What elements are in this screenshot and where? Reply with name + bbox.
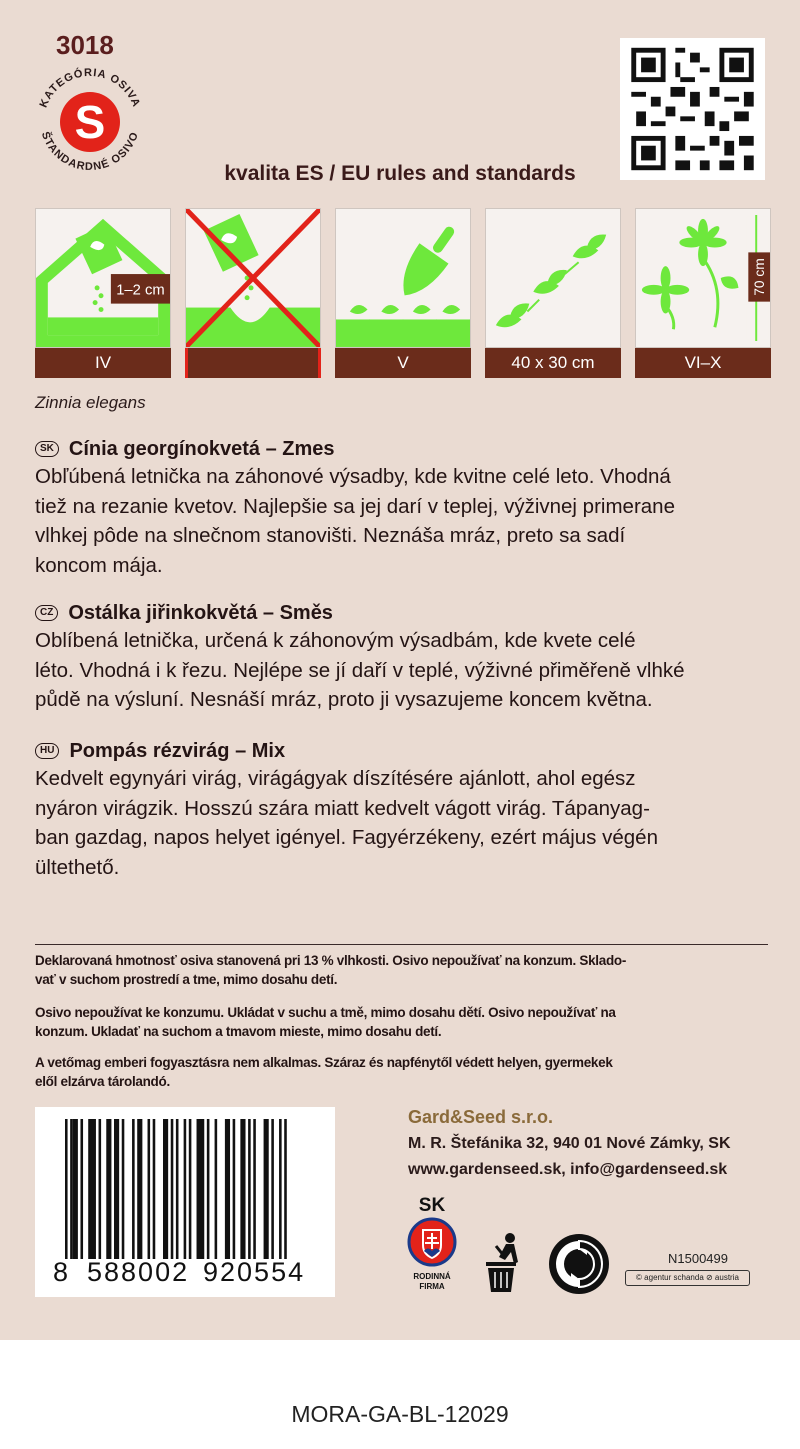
barcode-bar — [189, 1119, 192, 1259]
barcode-bar — [171, 1119, 174, 1259]
barcode-bar — [197, 1119, 205, 1259]
text-line: léto. Vhodná i k řezu. Nejlépe se jí daří v teplé, výživné přiměřeně vlhké — [35, 658, 685, 682]
qr-code[interactable] — [620, 38, 765, 180]
section-title: Ostálka jiřinkokvětá – Směs — [68, 602, 333, 624]
divider — [35, 944, 768, 945]
section-hu — [35, 738, 770, 882]
warning-line: Deklarovaná hmotnosť osiva stanovená pri 13 % vlhkosti. Osivo nepoužívať na konzum. Sklado- — [35, 953, 627, 968]
lang-badge: CZ — [35, 605, 58, 621]
plant-spacing-icon — [485, 208, 621, 348]
barcode-bar — [215, 1119, 218, 1259]
barcode-bar — [153, 1119, 156, 1259]
section-cz — [35, 600, 770, 715]
warning-sk — [35, 951, 770, 989]
family-line1: RODINNÁ — [413, 1272, 451, 1281]
icon-month-label: IV — [35, 348, 171, 378]
barcode-bar — [163, 1119, 168, 1259]
sk-label: SK — [418, 1195, 446, 1216]
green-dot-icon — [548, 1233, 610, 1295]
direct-sowing-crossed-icon — [185, 208, 321, 348]
icon-spacing-label: 40 x 30 cm — [485, 348, 621, 378]
barcode-bar — [106, 1119, 111, 1259]
barcode-bar — [132, 1119, 135, 1259]
cultivation-icons — [35, 208, 773, 378]
text-line: ültethető. — [35, 855, 120, 879]
agency-credit: © agentur schanda ⊘ austria — [625, 1270, 750, 1286]
barcode-bar — [65, 1119, 68, 1259]
quality-standard: kvalita ES / EU rules and standards — [224, 162, 576, 185]
icon-direct-sowing — [185, 208, 321, 378]
barcode-bar — [122, 1119, 125, 1259]
icon-sowing-indoors — [35, 208, 171, 378]
icon-flowering — [635, 208, 771, 378]
barcode-first-digit: 8 — [53, 1257, 69, 1287]
product-number: 3018 — [56, 30, 114, 60]
barcode-bars — [65, 1119, 310, 1259]
warning-line: vať v suchom prostredí a tme, mimo dosahu detí. — [35, 972, 338, 987]
barcode-right-digits: 920554 — [203, 1257, 306, 1287]
text-line: Oblíbená letnička, určená k záhonovým výsadbám, kde kvete celé — [35, 629, 636, 652]
text-line: Kedvelt egynyári virág, virágágyak díszítésére ajánlott, ahol egész — [35, 767, 636, 790]
text-line: vlhkej pôde na slnečnom stanovišti. Neznáša mráz, preto sa sadí — [35, 524, 626, 547]
category-ring-bottom: ŠTANDARDNÉ OSIVO — [38, 130, 142, 174]
trowel-icon — [335, 208, 471, 348]
latin-name: Zinnia elegans — [35, 393, 146, 412]
warning-line: konzum. Ukladať na suchom a tmavom mieste, mimo dosahu detí. — [35, 1024, 442, 1039]
barcode-bar — [148, 1119, 151, 1259]
barcode-left-digits: 588002 — [87, 1257, 190, 1287]
category-ring-top: KATEGÓRIA OSIVA — [37, 66, 143, 110]
barcode-bar — [88, 1119, 96, 1259]
icon-spacing — [485, 208, 621, 378]
company-info — [408, 1103, 731, 1183]
barcode-bar — [207, 1119, 210, 1259]
lang-badge: SK — [35, 441, 59, 457]
warning-line: Osivo nepoužívat ke konzumu. Ukládat v suchu a tmě, mimo dosahu dětí. Osivo nepoužívať na — [35, 1005, 616, 1020]
flower-height-icon — [635, 208, 771, 348]
depth-label: 1–2 cm — [116, 282, 165, 299]
family-line2: FIRMA — [419, 1282, 445, 1291]
tidyman-bin-icon — [478, 1232, 530, 1294]
barcode-bar — [240, 1119, 245, 1259]
print-code: MORA-GA-BL-12029 — [291, 1401, 509, 1427]
greenhouse-sowing-icon — [35, 208, 171, 348]
icon-transplanting — [335, 208, 471, 378]
barcode-bar — [279, 1119, 282, 1259]
text-line: koncom mája. — [35, 553, 163, 577]
barcode-bar — [137, 1119, 142, 1259]
barcode-bar — [264, 1119, 269, 1259]
height-label: 70 cm — [752, 258, 768, 296]
barcode-bar — [248, 1119, 251, 1259]
barcode-bar — [233, 1119, 236, 1259]
ean-barcode — [35, 1107, 335, 1297]
barcode-bar — [73, 1119, 78, 1259]
barcode-bar — [225, 1119, 230, 1259]
category-letter: S — [74, 96, 106, 148]
bottom-strip — [0, 1340, 800, 1449]
warning-line: elől elzárva tárolandó. — [35, 1074, 170, 1089]
text-line: tiež na rezanie kvetov. Najlepšie sa jej darí v teplej, výživnej primerane — [35, 494, 675, 518]
barcode-bar — [114, 1119, 119, 1259]
text-line: ban gazdag, napos helyet igényel. Fagyérzékeny, ezért május végén — [35, 826, 658, 849]
barcode-bar — [80, 1119, 83, 1259]
section-title: Cínia georgínokvetá – Zmes — [68, 438, 335, 460]
lang-badge: HU — [35, 743, 59, 759]
barcode-bar — [271, 1119, 274, 1259]
slovak-shield-icon — [407, 1217, 457, 1267]
text-line: Obľúbená letnička na záhonové výsadby, kde kvitne celé leto. Vhodná — [35, 465, 671, 488]
barcode-bar — [176, 1119, 179, 1259]
text-line: půdě na výsluní. Nesnáší mráz, proto ji vysazujeme koncem května. — [35, 688, 653, 711]
n-number: N1500499 — [668, 1251, 728, 1266]
warning-cz-sk — [35, 1003, 770, 1041]
company-name: Gard&Seed s.r.o. — [408, 1107, 554, 1127]
barcode-bar — [284, 1119, 287, 1259]
text-line: nyáron virágzik. Hosszú szára miatt kedvelt vágott virág. Tápanyag- — [35, 796, 650, 820]
barcode-bar — [99, 1119, 102, 1259]
company-address: M. R. Štefánika 32, 940 01 Nové Zámky, SK — [408, 1135, 731, 1152]
icon-month-label — [185, 348, 321, 378]
section-sk — [35, 436, 770, 580]
icon-month-label: VI–X — [635, 348, 771, 378]
company-web[interactable]: www.gardenseed.sk, info@gardenseed.sk — [408, 1161, 728, 1178]
section-title: Pompás rézvirág – Mix — [69, 740, 286, 762]
icon-month-label: V — [335, 348, 471, 378]
warning-line: A vetőmag emberi fogyasztásra nem alkalmas. Száraz és napfénytől védett helyen, gyermekek — [35, 1055, 613, 1070]
family-company-badge — [402, 1195, 462, 1292]
warning-hu — [35, 1053, 770, 1091]
barcode-bar — [70, 1119, 73, 1259]
barcode-bar — [184, 1119, 187, 1259]
barcode-bar — [253, 1119, 256, 1259]
